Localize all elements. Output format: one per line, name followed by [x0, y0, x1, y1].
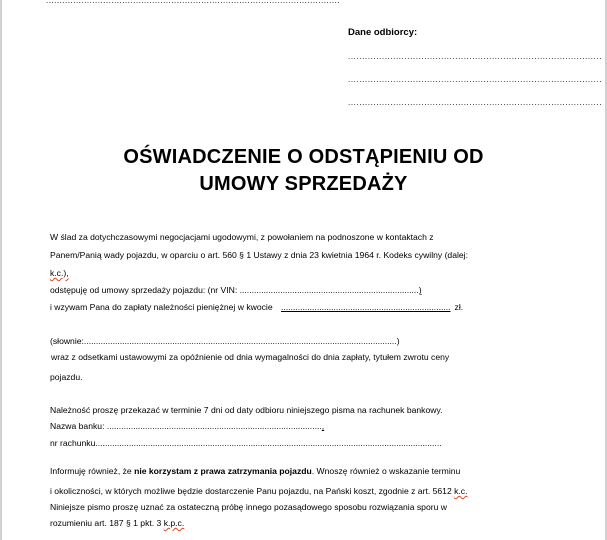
body-p1-line-2: Panem/Panią wady pojazdu, w oparciu o art. 560 § 1 Ustawy z dnia 23 kwietnia 1964 r. Kodeks cywilny (dalej:	[50, 250, 468, 260]
body-bank-line	[50, 421, 324, 431]
bank-field[interactable]: ..........................................................................................	[106, 421, 322, 431]
bank-label: Nazwa banku:	[50, 421, 105, 431]
vin-close: )	[418, 285, 422, 295]
vin-field[interactable]: ...........................................................................	[239, 285, 419, 295]
p4-line2-kc: k.c.	[454, 486, 468, 496]
page-edge-left	[0, 0, 2, 540]
recipient-line-2[interactable]: ..........................................................................................	[348, 75, 603, 84]
body-p4-line-1	[50, 466, 460, 476]
sender-dotted-line: ............................................................................................................	[46, 0, 341, 5]
p4-line4-a: rozumieniu art. 187 § 1 pkt. 3	[50, 518, 162, 528]
vin-label: odstępuję od umowy sprzedaży pojazdu: (nr VIN:	[50, 285, 238, 295]
body-p1-line-1: W ślad za dotychczasowymi negocjacjami ugodowymi, z powołaniem na podnoszone w kontaktach z	[50, 232, 434, 242]
account-field[interactable]: .................................................................................................................................................	[95, 438, 442, 448]
p4-line1-bold: nie korzystam z prawa zatrzymania pojazdu	[134, 466, 312, 476]
body-words-line	[50, 336, 400, 346]
recipient-label: Dane odbiorcy:	[348, 27, 418, 38]
p4-line1-b: . Wnoszę również o wskazanie terminu	[311, 466, 461, 476]
document-title-line-2: UMOWY SPRZEDAŻY	[199, 173, 408, 195]
body-p2-line-2: wraz z odsetkami ustawowymi za opóźnienie od dnia wymagalności do dnia zapłaty, tytułem zwrotu ceny	[51, 352, 450, 362]
body-vin-line	[50, 285, 422, 295]
body-amount-line	[50, 302, 463, 312]
body-account-line	[50, 438, 442, 448]
account-label: nr rachunku	[50, 438, 96, 448]
words-label: (słownie:	[50, 336, 84, 346]
recipient-line-3[interactable]: ..........................................................................................	[348, 98, 603, 107]
body-p4-line-2	[50, 486, 468, 496]
body-p4-line-3: Niniejsze pismo proszę uznać za ostateczną próbę innego pozasądowego sposobu rozwiązania sporu w	[50, 502, 447, 512]
words-field[interactable]: ...................................................................................................................................	[83, 336, 397, 346]
p4-line4-kpc: k.p.c.	[163, 518, 185, 528]
bank-comma: ,	[321, 421, 325, 431]
recipient-line-1[interactable]: ..........................................................................................	[348, 52, 603, 61]
body-p2-line-3: pojazdu.	[50, 372, 83, 382]
body-p1-line-3: k.c.),	[50, 268, 69, 278]
p4-line1-a: Informuję również, że	[50, 466, 132, 476]
p4-line2-a: i okoliczności, w których możliwe będzie dostarczenie Panu pojazdu, na Pański koszt, zgodnie z art. 5612	[50, 486, 452, 496]
amount-currency: zł.	[454, 302, 464, 312]
body-p3-line-1: Należność proszę przekazać w terminie 7 dni od daty odbioru niniejszego pisma na rachunek bankowy.	[50, 405, 443, 415]
body-p4-line-4	[50, 518, 184, 528]
words-close: )	[396, 336, 400, 346]
amount-field[interactable]: .......................................................................	[281, 302, 451, 312]
document-title-line-1: OŚWIADCZENIE O ODSTĄPIENIU OD	[123, 146, 484, 168]
amount-label: i wzywam Pana do zapłaty należności pieniężnej w kwocie	[50, 302, 273, 312]
